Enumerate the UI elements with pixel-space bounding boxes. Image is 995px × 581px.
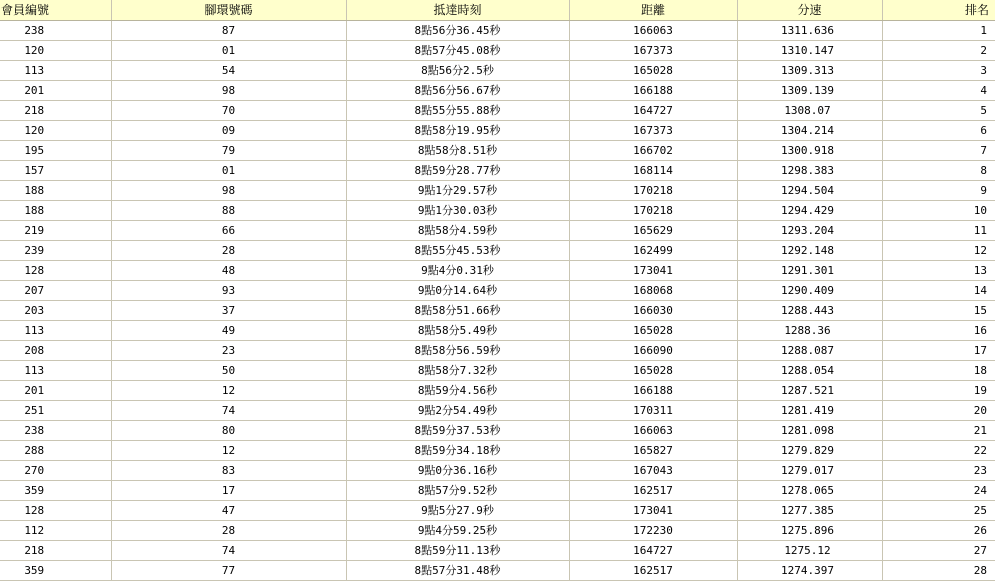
ring-number-cell: 88 [111,201,346,221]
arrival-time-cell: 8點56分2.5秒 [346,61,569,81]
speed-cell: 1304.214 [737,121,882,141]
arrival-time-cell: 9點4分59.25秒 [346,521,569,541]
rank-cell: 13 [882,261,995,281]
ring-number-cell: 49 [111,321,346,341]
member-id-cell: 201 [0,381,111,401]
distance-cell: 162517 [569,561,737,581]
rank-cell: 6 [882,121,995,141]
distance-cell: 173041 [569,501,737,521]
distance-cell: 170218 [569,201,737,221]
ring-number-cell: 79 [111,141,346,161]
rank-cell: 12 [882,241,995,261]
speed-cell: 1300.918 [737,141,882,161]
table-row[interactable] [0,261,995,281]
member-id-cell: 288 [0,441,111,461]
ring-number-cell: 28 [111,521,346,541]
rank-cell: 16 [882,321,995,341]
speed-cell: 1279.829 [737,441,882,461]
table-row[interactable] [0,521,995,541]
table-row[interactable] [0,201,995,221]
table-row[interactable] [0,281,995,301]
member-id-cell: 120 [0,41,111,61]
speed-cell: 1288.087 [737,341,882,361]
table-row[interactable] [0,381,995,401]
ring-number-cell: 48 [111,261,346,281]
member-id-cell: 113 [0,61,111,81]
distance-cell: 168068 [569,281,737,301]
column-header-distance[interactable]: 距離 [569,0,737,21]
member-id-cell: 219 [0,221,111,241]
member-id-cell: 238 [0,421,111,441]
table-row[interactable] [0,221,995,241]
ring-number-cell: 70 [111,101,346,121]
arrival-time-cell: 9點2分54.49秒 [346,401,569,421]
arrival-time-cell: 8點59分34.18秒 [346,441,569,461]
ring-number-cell: 74 [111,541,346,561]
ring-number-cell: 17 [111,481,346,501]
arrival-time-cell: 8點58分19.95秒 [346,121,569,141]
rank-cell: 24 [882,481,995,501]
arrival-time-cell: 8點59分37.53秒 [346,421,569,441]
arrival-time-cell: 9點0分14.64秒 [346,281,569,301]
arrival-time-cell: 8點58分8.51秒 [346,141,569,161]
arrival-time-cell: 8點56分56.67秒 [346,81,569,101]
speed-cell: 1275.12 [737,541,882,561]
speed-cell: 1287.521 [737,381,882,401]
rank-cell: 8 [882,161,995,181]
speed-cell: 1310.147 [737,41,882,61]
rank-cell: 1 [882,21,995,41]
speed-cell: 1309.313 [737,61,882,81]
arrival-time-cell: 8點56分36.45秒 [346,21,569,41]
ring-number-cell: 12 [111,441,346,461]
rank-cell: 14 [882,281,995,301]
speed-cell: 1291.301 [737,261,882,281]
distance-cell: 167043 [569,461,737,481]
table-row[interactable] [0,541,995,561]
speed-cell: 1298.383 [737,161,882,181]
speed-cell: 1293.204 [737,221,882,241]
table-row[interactable] [0,161,995,181]
distance-cell: 164727 [569,541,737,561]
column-header-speed[interactable]: 分速 [737,0,882,21]
rank-cell: 5 [882,101,995,121]
arrival-time-cell: 8點59分4.56秒 [346,381,569,401]
member-id-cell: 128 [0,261,111,281]
arrival-time-cell: 9點0分36.16秒 [346,461,569,481]
ring-number-cell: 37 [111,301,346,321]
column-header-ring-number[interactable]: 腳環號碼 [111,0,346,21]
ring-number-cell: 54 [111,61,346,81]
arrival-time-cell: 8點57分9.52秒 [346,481,569,501]
table-row[interactable] [0,421,995,441]
speed-cell: 1309.139 [737,81,882,101]
member-id-cell: 120 [0,121,111,141]
column-header-member-id[interactable]: 會員編號 [0,0,111,21]
distance-cell: 167373 [569,41,737,61]
distance-cell: 166702 [569,141,737,161]
speed-cell: 1281.419 [737,401,882,421]
speed-cell: 1288.054 [737,361,882,381]
speed-cell: 1294.429 [737,201,882,221]
member-id-cell: 359 [0,481,111,501]
rank-cell: 27 [882,541,995,561]
speed-cell: 1290.409 [737,281,882,301]
arrival-time-cell: 8點57分31.48秒 [346,561,569,581]
table-row[interactable] [0,461,995,481]
distance-cell: 164727 [569,101,737,121]
member-id-cell: 208 [0,341,111,361]
member-id-cell: 195 [0,141,111,161]
rank-cell: 7 [882,141,995,161]
member-id-cell: 239 [0,241,111,261]
member-id-cell: 157 [0,161,111,181]
ring-number-cell: 01 [111,41,346,61]
table-row[interactable] [0,181,995,201]
ring-number-cell: 98 [111,181,346,201]
table-header-row [0,0,995,21]
speed-cell: 1311.636 [737,21,882,41]
column-header-arrival-time[interactable]: 抵達時刻 [346,0,569,21]
distance-cell: 166063 [569,421,737,441]
table-row[interactable] [0,41,995,61]
arrival-time-cell: 8點59分28.77秒 [346,161,569,181]
distance-cell: 166090 [569,341,737,361]
arrival-time-cell: 8點55分45.53秒 [346,241,569,261]
ring-number-cell: 09 [111,121,346,141]
member-id-cell: 218 [0,541,111,561]
table-row[interactable] [0,121,995,141]
speed-cell: 1275.896 [737,521,882,541]
ring-number-cell: 12 [111,381,346,401]
table-row[interactable] [0,321,995,341]
arrival-time-cell: 8點58分4.59秒 [346,221,569,241]
ring-number-cell: 47 [111,501,346,521]
member-id-cell: 207 [0,281,111,301]
ring-number-cell: 80 [111,421,346,441]
speed-cell: 1277.385 [737,501,882,521]
member-id-cell: 359 [0,561,111,581]
speed-cell: 1292.148 [737,241,882,261]
arrival-time-cell: 8點57分45.08秒 [346,41,569,61]
distance-cell: 166188 [569,381,737,401]
table-row[interactable] [0,561,995,581]
arrival-time-cell: 9點1分29.57秒 [346,181,569,201]
rank-cell: 3 [882,61,995,81]
arrival-time-cell: 8點55分55.88秒 [346,101,569,121]
ring-number-cell: 98 [111,81,346,101]
arrival-time-cell: 8點59分11.13秒 [346,541,569,561]
speed-cell: 1274.397 [737,561,882,581]
speed-cell: 1278.065 [737,481,882,501]
rank-cell: 20 [882,401,995,421]
member-id-cell: 218 [0,101,111,121]
speed-cell: 1294.504 [737,181,882,201]
ring-number-cell: 28 [111,241,346,261]
member-id-cell: 203 [0,301,111,321]
member-id-cell: 188 [0,181,111,201]
speed-cell: 1281.098 [737,421,882,441]
rank-cell: 2 [882,41,995,61]
arrival-time-cell: 9點4分0.31秒 [346,261,569,281]
ring-number-cell: 01 [111,161,346,181]
arrival-time-cell: 9點5分27.9秒 [346,501,569,521]
rank-cell: 18 [882,361,995,381]
table-row[interactable] [0,301,995,321]
distance-cell: 165028 [569,61,737,81]
distance-cell: 162517 [569,481,737,501]
member-id-cell: 113 [0,361,111,381]
ring-number-cell: 93 [111,281,346,301]
member-id-cell: 270 [0,461,111,481]
table-row[interactable] [0,361,995,381]
table-row[interactable] [0,501,995,521]
rank-cell: 22 [882,441,995,461]
distance-cell: 170311 [569,401,737,421]
distance-cell: 172230 [569,521,737,541]
rank-cell: 25 [882,501,995,521]
ring-number-cell: 87 [111,21,346,41]
speed-cell: 1288.443 [737,301,882,321]
table-row[interactable] [0,241,995,261]
table-row[interactable] [0,61,995,81]
rank-cell: 23 [882,461,995,481]
distance-cell: 166063 [569,21,737,41]
distance-cell: 168114 [569,161,737,181]
rank-cell: 19 [882,381,995,401]
ring-number-cell: 23 [111,341,346,361]
member-id-cell: 238 [0,21,111,41]
arrival-time-cell: 8點58分51.66秒 [346,301,569,321]
rank-cell: 9 [882,181,995,201]
rank-cell: 10 [882,201,995,221]
speed-cell: 1279.017 [737,461,882,481]
ring-number-cell: 83 [111,461,346,481]
arrival-time-cell: 8點58分7.32秒 [346,361,569,381]
rank-cell: 28 [882,561,995,581]
rank-cell: 4 [882,81,995,101]
table-row[interactable] [0,481,995,501]
ring-number-cell: 77 [111,561,346,581]
column-header-rank[interactable]: 排名 [882,0,995,21]
table-row[interactable] [0,81,995,101]
distance-cell: 165028 [569,321,737,341]
arrival-time-cell: 8點58分5.49秒 [346,321,569,341]
member-id-cell: 112 [0,521,111,541]
table-row[interactable] [0,401,995,421]
rank-cell: 17 [882,341,995,361]
ring-number-cell: 74 [111,401,346,421]
distance-cell: 165629 [569,221,737,241]
member-id-cell: 201 [0,81,111,101]
distance-cell: 165827 [569,441,737,461]
member-id-cell: 113 [0,321,111,341]
arrival-time-cell: 9點1分30.03秒 [346,201,569,221]
rank-cell: 11 [882,221,995,241]
distance-cell: 166188 [569,81,737,101]
member-id-cell: 128 [0,501,111,521]
distance-cell: 170218 [569,181,737,201]
member-id-cell: 251 [0,401,111,421]
speed-cell: 1308.07 [737,101,882,121]
distance-cell: 167373 [569,121,737,141]
distance-cell: 165028 [569,361,737,381]
distance-cell: 162499 [569,241,737,261]
table-body [0,21,995,581]
ring-number-cell: 66 [111,221,346,241]
table-row[interactable] [0,141,995,161]
table-row[interactable] [0,21,995,41]
member-id-cell: 188 [0,201,111,221]
rank-cell: 15 [882,301,995,321]
arrival-time-cell: 8點58分56.59秒 [346,341,569,361]
rank-cell: 26 [882,521,995,541]
distance-cell: 166030 [569,301,737,321]
table-row[interactable] [0,341,995,361]
speed-cell: 1288.36 [737,321,882,341]
ring-number-cell: 50 [111,361,346,381]
table-row[interactable] [0,101,995,121]
rank-cell: 21 [882,421,995,441]
table-row[interactable] [0,441,995,461]
distance-cell: 173041 [569,261,737,281]
